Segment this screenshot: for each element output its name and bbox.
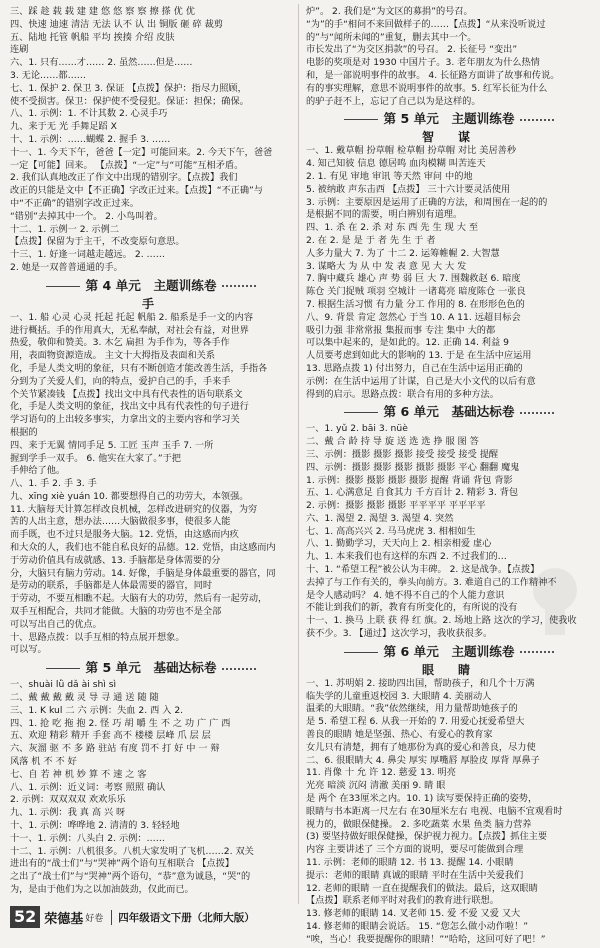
answer-line: 六、1. 渴望 2. 渴望 3. 渴望 4. 突然 bbox=[306, 512, 454, 524]
section-header-text: 第 4 单元 主题训练卷 bbox=[85, 277, 217, 293]
answer-line: 可以集中起来的，是如此的。12. 正确 14. 利益 9 bbox=[306, 337, 509, 349]
answer-line: 四、来于无翼 情同手足 5. 工匠 玉声 玉手 7. 一所 bbox=[10, 439, 214, 451]
answer-line: 三、踩 趁 载 载 建 建 悠 悠 察 察 擦 搽 优 优 bbox=[10, 6, 195, 17]
answer-line: 炉”。 2. 我们是“为文区的募捐”的号召。 bbox=[306, 6, 473, 17]
answer-line: 一、1. 苏明娟 2. 接助四出国，帮助孩子，和几个十万满 bbox=[306, 677, 535, 689]
answer-line: 11. 示例：老师的眼睛 12. 书 13. 提醒 14. 小眼睛 bbox=[306, 857, 514, 869]
header-rule bbox=[520, 119, 554, 121]
section-header-text: 第 6 单元 基础达标卷 bbox=[383, 404, 515, 420]
answer-line: 热爱，敬仰和赞美。3. 木乞 扁担 为手作为，等各手作 bbox=[10, 337, 230, 349]
answer-line: “为”的手“相问不来回做样子的……【点拨】“从来没听说过 bbox=[306, 18, 546, 30]
answer-line: 13. 修老师的眼睛 14. 叉老师 15. 爱 不爱 又爱 又大 bbox=[306, 908, 521, 920]
answer-line: 陈仓 关门捉贼 项羽 空城计 一诸葛亮 暗度陈仓 一张良 bbox=[306, 286, 526, 298]
answer-line: 进行概括。手的作用真大，无私奉献，对社会有益，对世界 bbox=[10, 324, 249, 336]
answer-line: 11. 肖像 十 允 许 12. 慈爱 13. 明亮 bbox=[306, 767, 456, 779]
answer-line: 5. 被纳敢 声东击西 【点拨】 三十六计要灵活使用 bbox=[306, 183, 511, 195]
brand-name: 荣德基 bbox=[44, 911, 84, 927]
answer-line: 八、9. 背景 肯定 忽然心 于当 10. A 11. 远超目标会 bbox=[306, 311, 521, 323]
answer-line: 学习语句的上出较多事实，力拿出文的主要内容和学习关 bbox=[10, 414, 240, 426]
answer-line: 3. 无论……都…… bbox=[10, 69, 86, 81]
answer-line: 13. 思路点拨 1) 付出努力，自己在生活中运用正确的 bbox=[306, 362, 523, 374]
answer-line: 【点拨】保留为于主干，不改变原句意思。 bbox=[10, 236, 185, 248]
answer-line: 七、1. 保护 2. 保卫 3. 保证 【点拨】保护：指尽力照顾， bbox=[10, 82, 247, 94]
answer-line: 七、自 若 神 机 妙 算 不 速 之 客 bbox=[10, 768, 147, 780]
answer-line: 于劳动，不要互相瞧不起。大脑有大的功劳，然后有一起劳动， bbox=[10, 593, 268, 605]
answer-line: 而手既，也不过只是服务大脑。12. 党悟，由这感而内疚 bbox=[10, 529, 239, 541]
answer-line: 可以写。 bbox=[10, 644, 47, 656]
answer-line: 光亮 暗淡 沉闷 清澈 美丽 9. 睛 眼 bbox=[306, 780, 446, 792]
answer-line: 一、1. 船 心灵 心灵 托起 托起 帆船 2. 船系是手一文的内容 bbox=[10, 311, 254, 323]
page-number: 52 bbox=[10, 906, 40, 928]
answer-line: 市长发出了“为交区捐款”的号召。 2. 长征号 “变出” bbox=[306, 44, 518, 56]
section-header-text: 第 6 单元 主题训练卷 bbox=[383, 643, 515, 659]
answer-line: 手伸给了他。 bbox=[10, 465, 66, 477]
header-rule bbox=[46, 668, 80, 669]
answer-line: 四、1. 杀 在 2. 杀 对 东 西 先 生 现 大 至 bbox=[306, 222, 479, 234]
answer-line: 4. 知己知彼 信息 德居鸣 血肉模糊 叫苦连天 bbox=[306, 158, 486, 170]
answer-line: 女儿只有清楚，拥有了她那份为真的爱心和善良，尽力使 bbox=[306, 741, 536, 753]
ink-deco-watermark bbox=[520, 560, 590, 640]
answer-line: 不能让到我们的新，教育有所变化的，有所说的没有 bbox=[306, 602, 518, 614]
passage-title: 手 bbox=[141, 296, 160, 311]
answer-line: 八、1. 示例：近义词：考察 照照 确认 bbox=[10, 781, 166, 793]
section-header bbox=[10, 277, 292, 295]
answer-line: 获不少。3. 【通过】这次学习，我收获很多。 bbox=[306, 628, 493, 640]
answer-line: 一定【可能】回来。 【点拨】“一定”与“可能”互相矛盾。 bbox=[10, 159, 244, 171]
answer-line: 十、1. 示例：……蝴蝶 2. 握手 3. …… bbox=[10, 133, 171, 145]
answer-line: 3. 示例：主要原因是运用了正确的方法，和周围在一起的的 bbox=[306, 196, 548, 208]
answer-line: 7. 胸中藏兵 雄心 声 势 弱 巨 大 7. 围魏救赵 6. 暗度 bbox=[306, 273, 521, 285]
answer-line: 七、1. 高高兴兴 2. 马马虎虎 3. 相相如生 bbox=[306, 525, 476, 537]
answer-line: 分，大脑只有脑力劳动。14. 好像，手脑是身体最重要的器官，同 bbox=[10, 567, 276, 579]
answer-line: 十三、1. 好逢一词越走越远。 2. …… bbox=[10, 249, 165, 261]
header-rule bbox=[46, 286, 80, 287]
answer-line: 是根据不同的需要，明白辨别有道理。 bbox=[306, 209, 463, 221]
passage-title: 智 谋 bbox=[421, 130, 476, 145]
page-footer bbox=[10, 904, 300, 930]
answer-line: 三、示例：摄影 摄影 摄影 接受 接受 接受 提醒 bbox=[306, 448, 499, 460]
answer-line: “唉，当心！我要提醒你的眼睛！”“哈哈，这回可好了吧！” bbox=[306, 933, 546, 945]
answer-line: 有的事实理解，意思不说明事件的故事。5. 红军长征为什么 bbox=[306, 82, 548, 94]
answer-line: 八、1. 勤勤学习，天天向上 2. 相亲相爱 虚心 bbox=[306, 538, 492, 550]
answer-line: 和大众的人，我们也不能自私良好的品德。12. 党悟，由这感而内 bbox=[10, 542, 276, 554]
answer-line: 二、戴 合 龄 持 导 旋 送 选 选 挣 服 图 答 bbox=[306, 436, 479, 448]
answer-line: 是劳动的联系，手脑都是人体最需要的器官，同时 bbox=[10, 580, 213, 592]
answer-line: 五、1. 心满意足 自食其力 千方百计 2. 精彩 3. 背包 bbox=[306, 487, 519, 499]
answer-line: 十、1. 示例：哗哗地 2. 清清的 3. 轻轻地 bbox=[10, 820, 180, 832]
answer-line: 眼睛与书本距离一尺左右 在30厘米左右 电视、电脑不宜观看时 bbox=[306, 805, 563, 817]
answer-line: 2. 她是一双普普通通的手。 bbox=[10, 261, 123, 273]
answer-line: 于劳动价值具有成就感、13. 手脑都是身体需要的分 bbox=[10, 554, 221, 566]
answer-line: 一、shuài lǜ dǎ ài shì sì bbox=[10, 679, 117, 691]
answer-line: 六、1. 只有……才…… 2. 虽然……但是…… bbox=[10, 57, 193, 69]
answer-line: 九、xīng xiè yuán 10. 都要想得自己的功劳大，本领强。 bbox=[10, 490, 249, 502]
answer-line: 内容 主要讲述了 三个方面的说明，要尽可能做到合理 bbox=[306, 844, 524, 856]
section-header bbox=[306, 403, 592, 421]
answer-line: (3) 要坚持做好眼保健操，保护视力视力。【点拨】抓住主要 bbox=[306, 831, 548, 843]
answer-line: 五、欢迎 精彩 精开 手套 高不 楼楼 层峰 爪 层 层 bbox=[10, 730, 211, 742]
header-rule bbox=[344, 652, 378, 653]
answer-line: 人多力量大 7. 为了 十二 2. 运筹帷幄 2. 大智慧 bbox=[306, 247, 500, 259]
answer-line: 7. 根据生活习惯 有力量 分工 作用的 8. 在形形色色的 bbox=[306, 298, 525, 310]
answer-line: 八、1. 示例：1. 不计其数 2. 心灵手巧 bbox=[10, 108, 168, 120]
section-header bbox=[306, 643, 592, 661]
answer-line: 改正的只能是文中【不正确】字改正过来。【点拨】“不正确”与 bbox=[10, 185, 263, 197]
answer-line: 吸引力强 非常常报 集报而事 专注 集中 大的都 bbox=[306, 324, 496, 336]
answer-line: 2. 1. 有见 审地 审讯 等天然 审问 中的地 bbox=[306, 170, 473, 182]
header-rule bbox=[344, 119, 378, 120]
header-rule bbox=[520, 412, 554, 414]
answer-line: 是令人感动吗？ 4. 她不得不自己的个人能力意识 bbox=[306, 589, 505, 601]
answer-line: 和，是一部说明事件的故事。 4. 长征路方面讲了故事和传说。 bbox=[306, 69, 560, 81]
answer-line: 用，表面物资源造成。 主文十大拇指及表面和关系 bbox=[10, 350, 216, 362]
answer-line: 二、戴 戴 戴 戴 灵 导 寻 通 送 随 随 bbox=[10, 692, 159, 704]
answer-line: 十一、1. 换马 上联 获 得 红 旗。2. 场地上路 这次的学习，使我收 bbox=[306, 615, 577, 627]
answer-line: 的驴子赶不上，忘记了自己以为是这样的。 bbox=[306, 95, 481, 107]
answer-line: 九、1. 本来我们也有这样的东西 2. 不过我们的… bbox=[306, 551, 507, 563]
answer-line: 12. 老师的眼睛 一直在提醒我们的做法。最后，这双眼睛 bbox=[306, 882, 538, 894]
answer-line: 14. 修老师的眼睛会说话。 15. “您怎么做小动作啦！” bbox=[306, 921, 529, 932]
answer-line: 人员要考虑到如此大的影响的 13. 于是 在生活中应运用 bbox=[306, 350, 532, 362]
answer-line: 分到为了关爱人们，向的特点，爱护自己的手，手来手 bbox=[10, 375, 231, 387]
answer-line: 1. 示例：摄影 摄影 摄影 摄影 提醒 背诵 背包 背影 bbox=[306, 474, 513, 486]
answer-line: 可以写出自己的优点。 bbox=[10, 618, 102, 630]
answer-line: 2. 我们认真地改正了作文中出现的错别字。【点拨】我们 bbox=[10, 172, 238, 184]
header-rule bbox=[222, 285, 256, 287]
answer-line: 五、陆地 托管 帆船 平均 挨揍 介绍 皮肤 bbox=[10, 31, 175, 43]
answer-line: 十二、1. 示例：八机很多。八机大家发明了飞机……2. 双关 bbox=[10, 845, 254, 857]
answer-line: 3. 谋略大 为 从 中 发 表 意 见 大 大 发 bbox=[306, 260, 467, 272]
answer-line: 风落 机 不 不 好 bbox=[10, 756, 77, 768]
passage-title: 眼 睛 bbox=[421, 662, 476, 677]
answer-line: 一、1. yǔ 2. bāi 3. nüè bbox=[306, 423, 408, 435]
answer-line: 个关节紧凑钱 【点拨】找出文中具有代表性的语句联系文 bbox=[10, 388, 243, 400]
answer-line: 十一、1. 示例：八头白 2. 示例：…… bbox=[10, 832, 165, 844]
answer-line: 示例：在生活中运用了计谋，自己是大小文代的以后有意 bbox=[306, 375, 536, 387]
answer-line: 双手互相配合，共同才能做。大脑的功劳也不是全部 bbox=[10, 606, 222, 618]
answer-line: 【点拨】联系老师平时对我们的教育进行联想。 bbox=[306, 895, 499, 907]
left-column bbox=[10, 6, 292, 897]
answer-line: 中“不正确”的错别字改正过来。 bbox=[10, 197, 139, 209]
answer-line: “错别”去掉其中一个。 2. 小鸟叫着。 bbox=[10, 210, 163, 222]
answer-line: 提示：老师的眼睛 真诚的眼睛 平时在生活中关爱我们 bbox=[306, 869, 524, 881]
header-rule bbox=[520, 651, 554, 653]
answer-line: 是 两个 在33厘米之内。10. 1) 读写要保持正确的姿势， bbox=[306, 793, 538, 805]
answer-line: 握到学手一双手。 6. 他实在大家了。”于把 bbox=[10, 452, 181, 464]
answer-line: 进出有的“战士们”与“哭神”两个语句互相联合 【点拨】 bbox=[10, 858, 235, 870]
answer-line: 十二、1. 示例一 2. 示例二 bbox=[10, 223, 119, 235]
answer-line: 得到的启示。思路点拨：联合有用的多种方法。 bbox=[306, 388, 499, 400]
answer-line: 十、1. “希望工程”被公认为丰碑。 2. 这是战争。【点拨】 bbox=[306, 564, 540, 576]
answer-line: 一、1. 戴草帽 扮草帽 检草帽 扮草帽 对比 美居善秒 bbox=[306, 145, 517, 157]
answer-line: 八、1. 手 2. 手 3. 手 bbox=[10, 478, 97, 490]
answer-line: 根据的 bbox=[10, 426, 38, 438]
answer-line: 之出了“战士们”与“哭神”两个语句，“恭”意为诚恳，“哭”的 bbox=[10, 871, 251, 883]
answer-line: 苦的人出主意，想办法……大脑做很多事，使很多人能 bbox=[10, 516, 231, 528]
answer-line: 临失学的儿童重返校园 3. 大眼睛 4. 美丽动人 bbox=[306, 690, 492, 702]
answer-line: 化，手是人类文明的象征，找出文中具有代表性的句子进行 bbox=[10, 401, 249, 413]
answer-line: 三、1. K kul 二 六 示例：失血 2. 西 入 2. bbox=[10, 704, 184, 716]
section-header-text: 第 5 单元 基础达标卷 bbox=[85, 660, 217, 676]
header-rule bbox=[222, 668, 256, 670]
answer-line: 使不受损害。保卫：保护使不受侵犯。保证：担保；确保。 bbox=[10, 95, 249, 107]
answer-line: 视力的，做眼保健操。 2. 多吃蔬菜 水果 鱼类 脑力营养 bbox=[306, 818, 532, 830]
answer-line: 去掉了与工作有关的，拳头向前方。3. 难道自己的工作精神不 bbox=[306, 576, 557, 588]
answer-line: 是 5. 希望工程 6. 从我一开始的 7. 用爱心抚爱希望大 bbox=[306, 716, 525, 728]
answer-line: 十、思路点拨：以手互相的特点展开想象。 bbox=[10, 631, 185, 643]
brand-mark: 好卷 bbox=[85, 913, 104, 924]
answer-line: 2. 示例：双双双双 欢欢乐乐 bbox=[10, 794, 126, 806]
answer-line: 六、灰溜 驱 不 多 路 驻站 有度 罚不 打 好 中 一 辩 bbox=[10, 743, 220, 755]
answer-line: 的”与“闻所未闻的”重复，删去其中一个。 bbox=[306, 31, 477, 43]
answer-line: 2. 在 2. 是 是 于 者 先 生 于 者 bbox=[306, 234, 436, 246]
column-divider bbox=[298, 4, 299, 904]
answer-line: 2. 示例：摄影 摄影 摄影 平平平平 平平平平 bbox=[306, 500, 486, 512]
answer-line: 化，手是人类文明的象征，只有不断创造才能改善生活，手指各 bbox=[10, 362, 268, 374]
right-column bbox=[306, 6, 592, 947]
answer-line: 四、1. 抢 吃 拖 抱 2. 怪 巧 胡 嚼 生 不 之 功 广 广 西 bbox=[10, 717, 231, 729]
answer-line: 二、6. 很眼睛大 4. 鼻尖 厚实 厚嘴唇 厚脸皮 厚背 厚鼻子 bbox=[306, 754, 540, 766]
answer-line: 电影的奖项是对 1930 中国片子。3. 老年朋友为什么热情 bbox=[306, 57, 540, 69]
answer-line: 四、示例：摄影 摄影 摄影 摄影 摄影 平心 翻翻 魔鬼 bbox=[306, 461, 520, 473]
answer-line: 四、快速 迪速 清洁 无法 认不 认 出 铜版 砸 碎 裁剪 bbox=[10, 18, 223, 30]
answer-line: 九、1. 示例：我 真 高 兴 呀 bbox=[10, 807, 126, 819]
section-header bbox=[10, 659, 292, 677]
header-rule bbox=[344, 412, 378, 413]
answer-line: 十一、1. 今天下午，爸爸【一定】可能回来。2. 今天下午，爸爸 bbox=[10, 146, 273, 158]
answer-line: 11. 大脑每天计算怎样改良机械，怎样改进研究的仪器，为穷 bbox=[10, 503, 258, 515]
book-title: 四年级语文下册（北师大版） bbox=[111, 910, 255, 925]
answer-line: 温柔的大眼睛。“我”依然继续，用力量帮助她孩子的 bbox=[306, 703, 518, 715]
answer-line: 连刷 bbox=[10, 44, 29, 56]
answer-line: 九、来于无 光 手舞足蹈 X bbox=[10, 121, 117, 133]
section-header bbox=[306, 110, 592, 128]
answer-line: 为，是由于他们为之以加油鼓劲，仅此而已。 bbox=[10, 884, 194, 895]
answer-line: 善良的眼睛 她是坚强、热心、有爱心的教育家 bbox=[306, 729, 493, 741]
section-header-text: 第 5 单元 主题训练卷 bbox=[383, 111, 515, 127]
